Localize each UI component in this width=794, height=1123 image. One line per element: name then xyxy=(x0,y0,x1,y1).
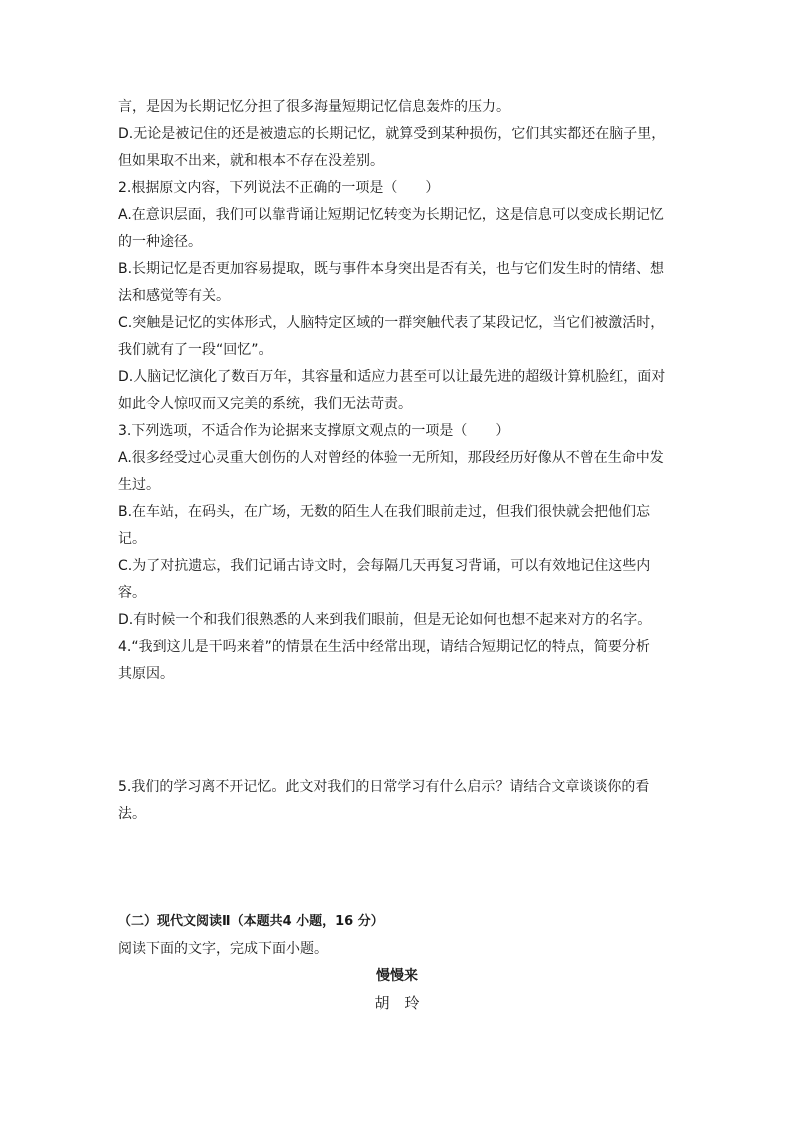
text-line: 我们就有了一段“回忆”。 xyxy=(118,342,273,358)
text-line: 法。 xyxy=(118,806,146,822)
text-line: 的一种途径。 xyxy=(118,234,202,250)
article-title: 慢慢来 xyxy=(376,968,418,984)
option-d-line: D.有时候一个和我们很熟悉的人来到我们眼前，但是无论如何也想不起来对方的名字。 xyxy=(118,612,652,628)
option-a-line: A.在意识层面，我们可以靠背诵让短期记忆转变为长期记忆，这是信息可以变成长期记忆 xyxy=(118,207,664,223)
text-line: 记。 xyxy=(118,531,146,547)
text-line: 容。 xyxy=(118,585,146,601)
option-c-line: C.突触是记忆的实体形式，人脑特定区域的一群突触代表了某段记忆，当它们被激活时， xyxy=(118,315,665,331)
text-line: 其原因。 xyxy=(118,666,174,682)
option-d-line: D.人脑记忆演化了数百万年，其容量和适应力甚至可以让最先进的超级计算机脸红，面对 xyxy=(118,369,666,385)
question-5: 5.我们的学习离不开记忆。此文对我们的日常学习有什么启示？请结合文章谈谈你的看 xyxy=(118,779,650,795)
text-line: 言，是因为长期记忆分担了很多海量短期记忆信息轰炸的压力。 xyxy=(118,99,510,115)
option-a-line: A.很多经受过心灵重大创伤的人对曾经的体验一无所知，那段经历好像从不曾在生命中发 xyxy=(118,450,664,466)
instruction-line: 阅读下面的文字，完成下面小题。 xyxy=(118,941,328,957)
question-4: 4.“我到这儿是干吗来着”的情景在生活中经常出现，请结合短期记忆的特点，简要分析 xyxy=(118,639,650,655)
option-b-line: B.长期记忆是否更加容易提取，既与事件本身突出是否有关，也与它们发生时的情绪、想 xyxy=(118,261,665,277)
option-d-line: D.无论是被记住的还是被遗忘的长期记忆，就算受到某种损伤，它们其实都还在脑子里， xyxy=(118,126,666,142)
text-line: 如此令人惊叹而又完美的系统，我们无法苛责。 xyxy=(118,396,412,412)
question-2: 2.根据原文内容，下列说法不正确的一项是（ ） xyxy=(118,180,440,196)
article-author: 胡 玲 xyxy=(374,994,420,1012)
text-line: 但如果取不出来，就和根本不存在没差别。 xyxy=(118,153,384,169)
option-c-line: C.为了对抗遗忘，我们记诵古诗文时，会每隔几天再复习背诵，可以有效地记住这些内 xyxy=(118,558,651,574)
option-b-line: B.在车站，在码头，在广场，无数的陌生人在我们眼前走过，但我们很快就会把他们忘 xyxy=(118,504,651,520)
section-heading: （二）现代文阅读Ⅱ（本题共4 小题，16 分） xyxy=(118,914,384,929)
question-3: 3.下列选项，不适合作为论据来支撑原文观点的一项是（ ） xyxy=(118,423,510,439)
text-line: 法和感觉等有关。 xyxy=(118,288,230,304)
text-line: 生过。 xyxy=(118,477,160,493)
